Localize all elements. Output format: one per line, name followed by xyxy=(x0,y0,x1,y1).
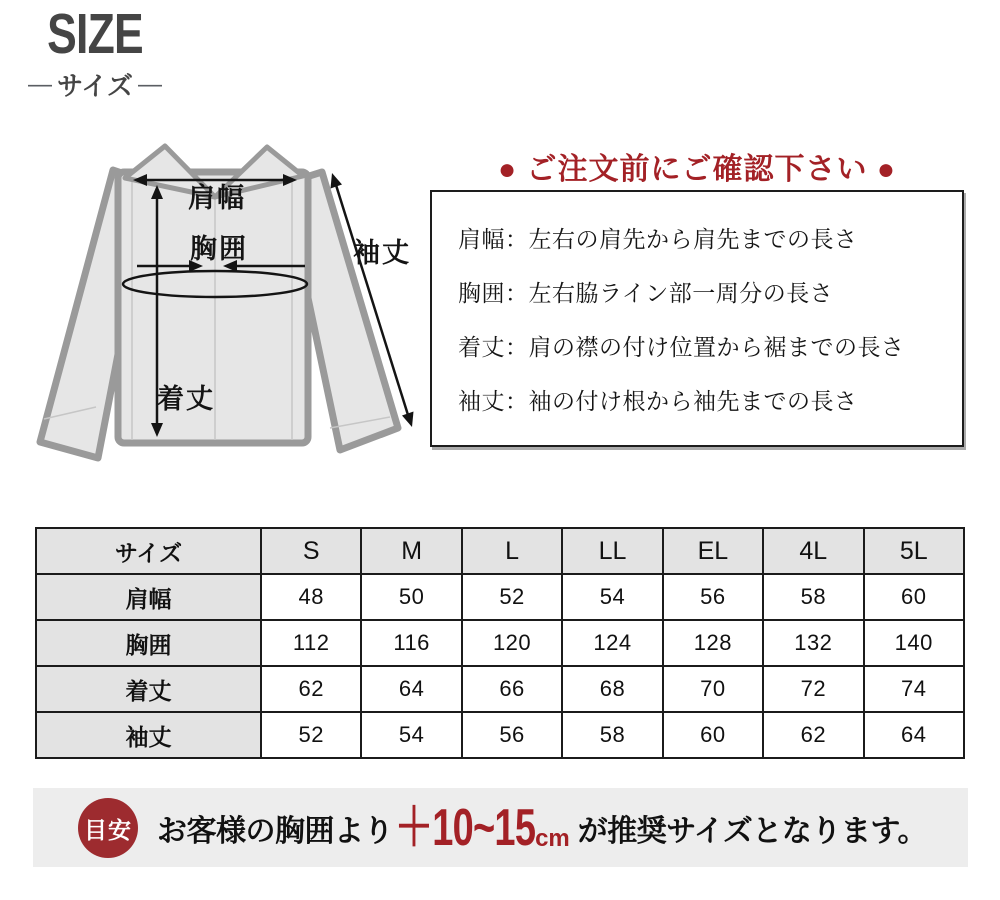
table-row-sleeve-length xyxy=(36,712,964,758)
body-length-label: 着丈 xyxy=(157,384,215,414)
page-subtitle xyxy=(14,66,176,103)
value-cell: 52 xyxy=(261,712,361,758)
table-row-chest xyxy=(36,620,964,666)
value-cell: 48 xyxy=(261,574,361,620)
recommendation-note-bar xyxy=(33,788,968,867)
value-cell: 112 xyxy=(261,620,361,666)
value-cell: 54 xyxy=(361,712,461,758)
page-title: SIZE xyxy=(47,2,143,66)
col-header-el: EL xyxy=(663,528,763,574)
row-label: 胸囲 xyxy=(36,620,261,666)
definition-sleeve-length: 袖丈：袖の付け根から袖先までの長さ xyxy=(458,388,858,414)
value-cell: 64 xyxy=(361,666,461,712)
definition-chest: 胸囲：左右脇ライン部一周分の長さ xyxy=(458,280,834,306)
notice-heading: ● ご注文前にご確認下さい ● xyxy=(498,153,896,186)
definition-shoulder-width: 肩幅：左右の肩先から肩先までの長さ xyxy=(458,226,858,252)
note-highlight-value: ＋10~15 xyxy=(395,798,536,857)
col-header-m: M xyxy=(361,528,461,574)
definition-body-length: 着丈：肩の襟の付け位置から裾までの長さ xyxy=(458,334,905,360)
value-cell: 62 xyxy=(763,712,863,758)
note-text-after: が推奨サイズとなります。 xyxy=(577,814,927,848)
value-cell: 120 xyxy=(462,620,562,666)
garment-measurement-diagram xyxy=(20,130,440,490)
arrowhead xyxy=(402,412,414,428)
subtitle-dash-right: — xyxy=(137,71,162,98)
guide-badge-label: 目安 xyxy=(84,816,132,843)
value-cell: 54 xyxy=(562,574,662,620)
value-cell: 70 xyxy=(663,666,763,712)
table-row-shoulder-width xyxy=(36,574,964,620)
value-cell: 56 xyxy=(663,574,763,620)
value-cell: 52 xyxy=(462,574,562,620)
value-cell: 140 xyxy=(864,620,964,666)
measurement-definitions-box xyxy=(430,190,964,447)
shoulder-width-label: 肩幅 xyxy=(188,183,246,213)
value-cell: 58 xyxy=(562,712,662,758)
row-label: 着丈 xyxy=(36,666,261,712)
value-cell: 50 xyxy=(361,574,461,620)
value-cell: 116 xyxy=(361,620,461,666)
value-cell: 58 xyxy=(763,574,863,620)
value-cell: 66 xyxy=(462,666,562,712)
recommendation-text xyxy=(157,788,968,867)
note-unit: cm xyxy=(535,824,570,852)
size-table xyxy=(35,527,965,759)
jacket-illustration xyxy=(20,130,440,490)
value-cell: 62 xyxy=(261,666,361,712)
col-header-size: サイズ xyxy=(36,528,261,574)
value-cell: 60 xyxy=(864,574,964,620)
table-header-row xyxy=(36,528,964,574)
guide-badge xyxy=(78,798,138,858)
row-label: 肩幅 xyxy=(36,574,261,620)
col-header-5l: 5L xyxy=(864,528,964,574)
value-cell: 124 xyxy=(562,620,662,666)
col-header-4l: 4L xyxy=(763,528,863,574)
sleeve-length-label: 袖丈 xyxy=(353,238,411,268)
col-header-ll: LL xyxy=(562,528,662,574)
subtitle-text: サイズ xyxy=(57,71,133,101)
value-cell: 132 xyxy=(763,620,863,666)
value-cell: 64 xyxy=(864,712,964,758)
value-cell: 68 xyxy=(562,666,662,712)
col-header-s: S xyxy=(261,528,361,574)
note-text-before: お客様の胸囲より xyxy=(157,814,393,848)
value-cell: 72 xyxy=(763,666,863,712)
chest-label: 胸囲 xyxy=(190,234,248,264)
value-cell: 60 xyxy=(663,712,763,758)
value-cell: 74 xyxy=(864,666,964,712)
table-row-body-length xyxy=(36,666,964,712)
row-label: 袖丈 xyxy=(36,712,261,758)
value-cell: 128 xyxy=(663,620,763,666)
section-title-block xyxy=(14,2,176,103)
arrowhead xyxy=(331,173,343,189)
value-cell: 56 xyxy=(462,712,562,758)
col-header-l: L xyxy=(462,528,562,574)
subtitle-dash-left: — xyxy=(28,71,53,98)
